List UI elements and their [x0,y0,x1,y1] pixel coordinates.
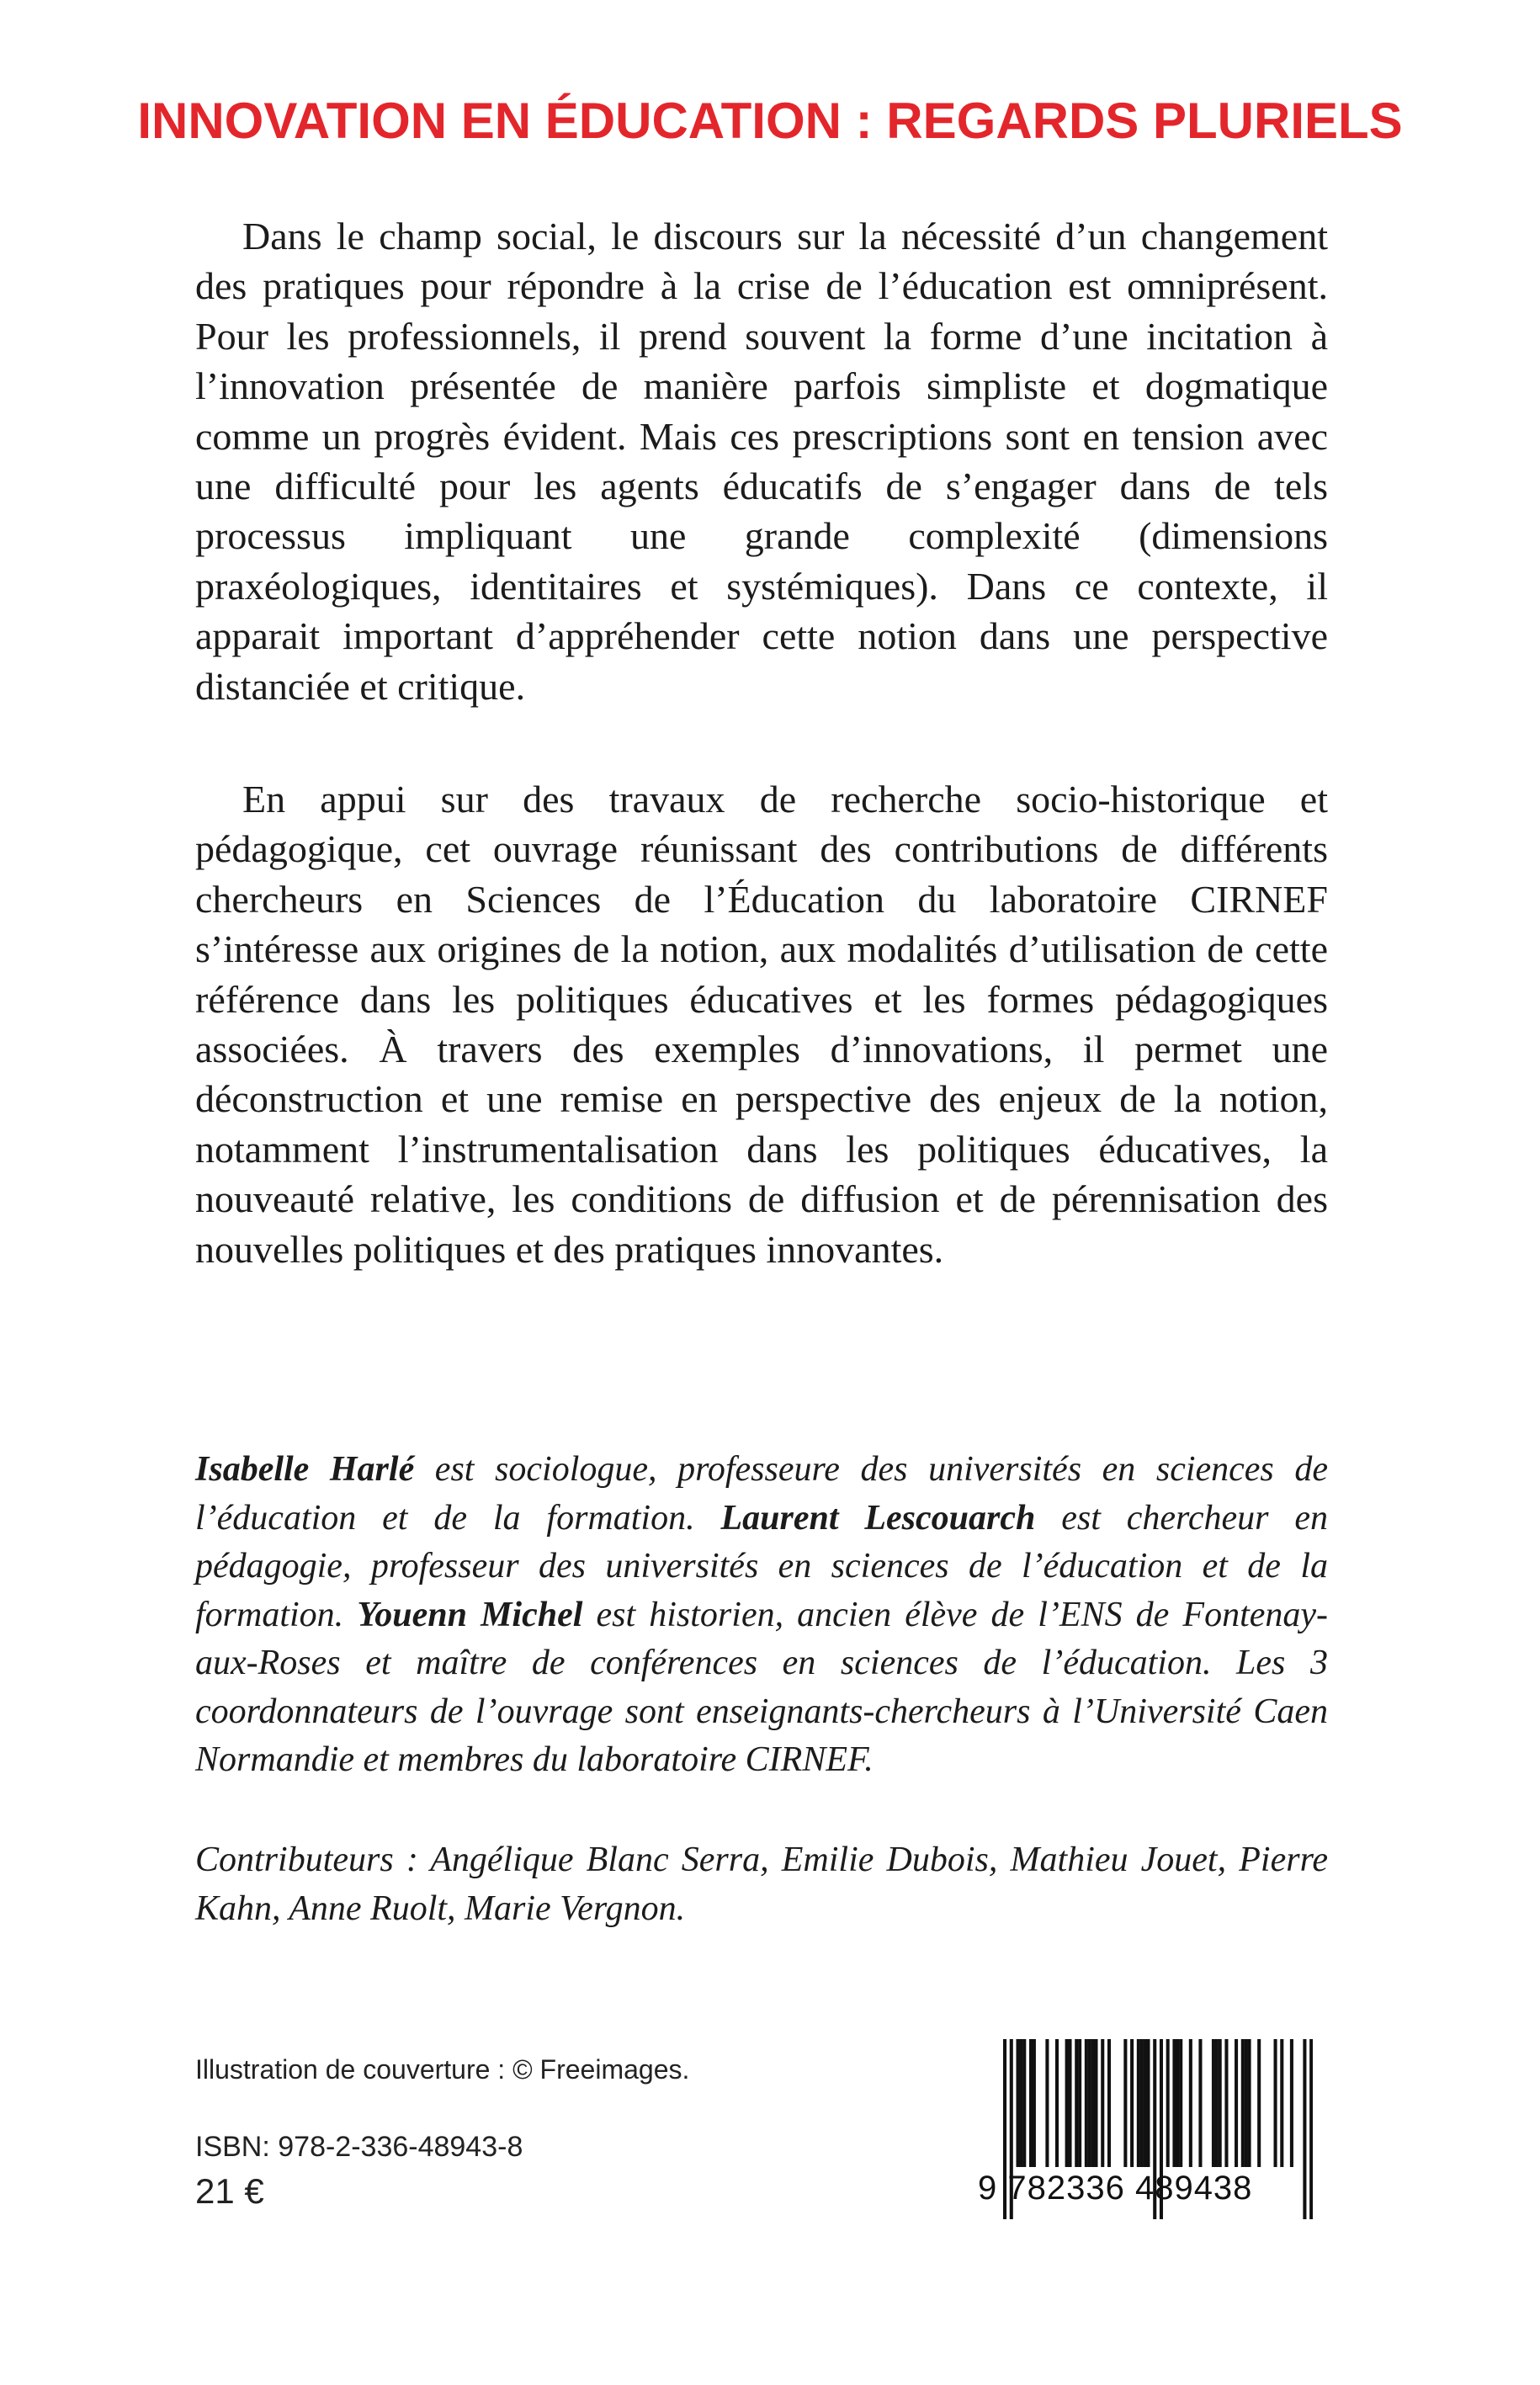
barcode-bar [1176,2039,1179,2167]
barcode-bar [1179,2039,1182,2167]
barcode-bar [1130,2039,1134,2167]
barcode-bar [1248,2039,1251,2167]
barcode-bar [1137,2039,1140,2167]
barcode-bar [1274,2039,1277,2167]
author-name-3: Youenn Michel [357,1595,583,1634]
barcode-bar [1219,2039,1222,2167]
barcode-bar [1280,2039,1283,2167]
author-desc-2: est chercheur en pédagogie, professeur des universités en sciences de l’éducation et de la formation. [195,1498,1328,1634]
barcode-bar [1107,2039,1111,2167]
barcode-bar [1078,2039,1081,2167]
barcode-bar [1022,2039,1026,2167]
barcode-bar [1016,2039,1019,2167]
barcode-bar [1245,2039,1248,2167]
barcode-bar [1198,2039,1202,2167]
author-name-1: Isabelle Harlé [195,1450,415,1489]
author-name-2: Laurent Lescouarch [720,1498,1036,1538]
book-title: INNOVATION EN ÉDUCATION : REGARDS PLURIELS [137,93,1403,149]
price-label: 21 € [195,2171,264,2211]
barcode-bar [1241,2039,1245,2167]
author-desc-1: est sociologue, professeure des universités en sciences de l’éducation et de la formation. [195,1450,1328,1538]
author-credits [195,1446,1328,1785]
contributors-list: Contributeurs : Angélique Blanc Serra, Emilie Dubois, Mathieu Jouet, Pierre Kahn, Anne Ruolt, Marie Vergnon. [195,1841,1328,1928]
barcode-digits: 9 782336 489438 [978,2170,1253,2207]
barcode-bar [1088,2039,1091,2167]
barcode-bar [1189,2039,1192,2167]
barcode-bar [1055,2039,1059,2167]
barcode-bar [1224,2039,1228,2167]
isbn-number: ISBN: 978-2-336-48943-8 [195,2131,523,2163]
barcode-bar [1085,2039,1088,2167]
barcode-bar [1045,2039,1049,2167]
barcode-bar [1101,2039,1104,2167]
barcode-bar [1146,2039,1150,2167]
barcode-bar [1065,2039,1069,2167]
barcode-bar [1172,2039,1176,2167]
barcode-bar [1075,2039,1078,2167]
barcode-bar [1019,2039,1022,2167]
barcode-bar [1215,2039,1219,2167]
barcode-bar [1091,2039,1095,2167]
barcode-bar [1094,2039,1097,2167]
barcode-bar [1123,2039,1127,2167]
barcode-bar [1166,2039,1170,2167]
barcode-bar [1140,2039,1144,2167]
author-desc-3: est historien, ancien élève de l’ENS de Fontenay-aux-Roses et maître de conférences en sciences de l’éducation. Les 3 coordonnateurs de l’ouvrage sont enseignants-chercheurs à l’Université Caen Normandie et membres du laboratoire CIRNEF. [195,1595,1329,1779]
summary-paragraph-2: En appui sur des travaux de recherche socio-historique et pédagogique, cet ouvrage réunissant des contributions de différents chercheurs en Sciences de l’Éducation du laboratoire CIRNEF s’intéresse aux origines de la notion, aux modalités d’utilisation de cette référence dans les politiques éducatives et les formes pédagogiques associées. À travers des exemples d’innovations, il permet une déconstruction et une remise en perspective des enjeux de la notion, notamment l’instrumentalisation dans les politiques éducatives, la nouveauté relative, les conditions de diffusion et de pérennisation des nouvelles politiques et des pratiques innovantes. [195,778,1328,1271]
barcode-bar [1029,2039,1033,2167]
barcode-bar [1212,2039,1215,2167]
barcode-bar [1257,2039,1261,2167]
barcode-bar [1033,2039,1036,2167]
barcode-bar [1235,2039,1238,2167]
illustration-credit: Illustration de couverture : © Freeimages. [195,2054,690,2085]
barcode-bar [1068,2039,1071,2167]
barcode-bar [1290,2039,1293,2167]
barcode-bar [1144,2039,1147,2167]
summary-paragraph-1: Dans le champ social, le discours sur la nécessité d’un changement des pratiques pour répondre à la crise de l’éducation est omniprésent. Pour les professionnels, il prend souvent la forme d’une incitation à l’innovation présentée de manière parfois simpliste et dogmatique comme un progrès évident. Mais ces prescriptions sont en tension avec une difficulté pour les agents éducatifs de s’engager dans de tels processus impliquant une grande complexité (dimensions praxéologiques, identitaires et systémiques). Dans ce contexte, il apparait important d’appréhender cette notion dans une perspective distanciée et critique. [195,215,1328,708]
